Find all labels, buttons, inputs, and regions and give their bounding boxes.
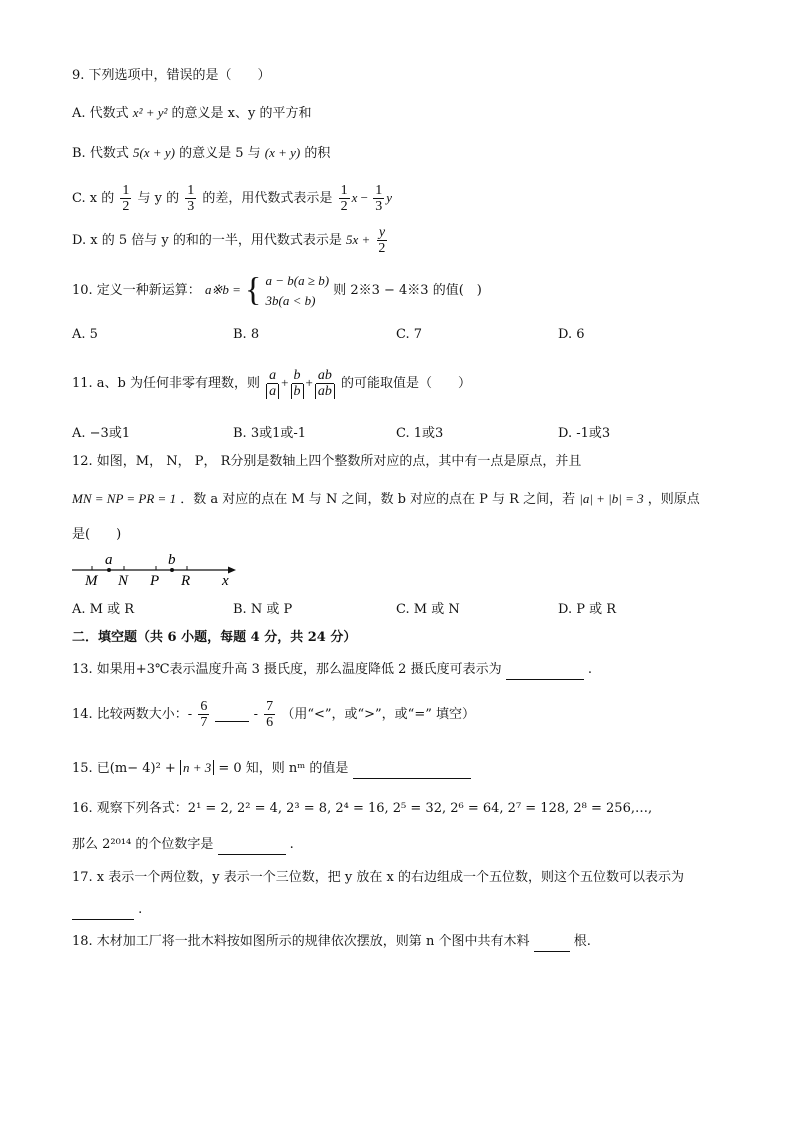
q16-line2-end: . <box>289 837 294 852</box>
label-n: N <box>118 573 129 589</box>
q16-line-1: 16. 观察下列各式：2¹ = 2, 2² = 4, 2³ = 8, 2⁴ = 16, 2⁵ = 32, 2⁶ = 64, 2⁷ = 128, 2⁸ = 256,…, <box>72 801 653 816</box>
q15-abs: n + 3 <box>180 760 214 775</box>
q9-option-c: C. x 的 $\frac{1}{2}$ 与 y 的 $\frac{1}{3}$ 的差，用代数式表示是 $\frac{1}{2}$ x − $\frac{1}{3}$ y <box>72 183 392 214</box>
frac-denominator: 3 <box>375 199 383 214</box>
frac-denominator: 2 <box>122 199 130 214</box>
q9-c-frac-third-2 <box>373 183 384 214</box>
q11-option-c: C. 1或3 <box>396 426 444 441</box>
q10-case-1: a − b(a ≥ b) <box>265 272 330 288</box>
q10-stem <box>72 270 482 311</box>
q11-option-d: D. -1或3 <box>558 426 611 441</box>
q11-stem: 11. a、b 为任何非零有理数，则 $\frac{a}{a}$ + $\frac{b}{b}$ + $\frac{ab}{ab}$ 的可能取值是（ ） <box>72 368 471 399</box>
q9-c-mid3: 的差，用代数式表示是 <box>202 191 333 206</box>
q18-pre: 18. 木材加工厂将一批木料按如图所示的规律依次摆放，则第 n 个图中共有木料 <box>72 934 530 949</box>
q14-frac-2 <box>264 699 275 730</box>
q11-tail: 的可能取值是（ ） <box>340 376 471 391</box>
q9-c-frac-half <box>120 183 131 214</box>
q15 <box>72 758 471 779</box>
q17-line-2 <box>72 900 142 920</box>
q9-b-math2: (x + y) <box>264 145 301 160</box>
label-x: x <box>222 573 229 589</box>
q14 <box>72 693 475 737</box>
label-r: R <box>181 573 191 589</box>
q10-brace: { <box>245 271 262 309</box>
q14-tail: （用“<”，或“>”，或“=” 填空） <box>281 707 475 722</box>
q12-number-line <box>70 550 240 590</box>
q9-c-frac-third <box>185 183 196 214</box>
q15-post: = 0 知，则 nᵐ 的值是 <box>218 761 349 776</box>
q9-option-b <box>72 143 330 164</box>
q18-end: 根. <box>573 934 591 949</box>
q9-b-post: 的意义是 5 与 <box>179 146 261 161</box>
frac-denominator: 7 <box>200 715 208 730</box>
q12-line2-abs: |a| + |b| = 3 <box>579 491 644 506</box>
q12-line-3: 是( ) <box>72 527 122 542</box>
q12-line2-text: ．数 a 对应的点在 M 与 N 之间，数 b 对应的点在 P 与 R 之间，若 <box>180 492 576 507</box>
frac-denominator: 2 <box>378 241 386 256</box>
frac-denominator: ab <box>315 384 335 399</box>
q12-option-c: C. M 或 N <box>396 602 460 617</box>
frac-numerator: y <box>378 225 386 240</box>
frac-numerator: 7 <box>266 699 274 714</box>
frac-numerator: 1 <box>340 183 348 198</box>
q9-d-text: D. x 的 5 倍与 y 的和的一半，用代数式表示是 <box>72 233 342 248</box>
q12-line-1: 12. 如图，M， N， P， R分别是数轴上四个整数所对应的点，其中有一点是原点，并且 <box>72 454 582 469</box>
q16-line-2 <box>72 835 294 855</box>
frac-numerator: ab <box>317 368 332 383</box>
frac-numerator: 1 <box>375 183 383 198</box>
q10-option-b: B. 8 <box>233 327 260 342</box>
q11-frac-b <box>291 368 304 399</box>
q10-cases <box>265 271 329 311</box>
q16-answer-blank[interactable] <box>218 840 286 855</box>
q15-pre: 15. 已(m− 4)² + <box>72 761 176 776</box>
frac-numerator: a <box>269 368 277 383</box>
q12-line2-end: ，则原点 <box>647 492 700 507</box>
q12-line-2 <box>72 489 700 510</box>
q12-line2-math: MN = NP = PR = 1 <box>72 491 177 506</box>
q9-b-end: 的积 <box>304 146 331 161</box>
q13-pre: 13. 如果用+3℃表示温度升高 3 摄氏度，那么温度降低 2 摄氏度可表示为 <box>72 662 502 677</box>
q9-b-pre: B. 代数式 <box>72 146 129 161</box>
q12-option-a: A. M 或 R <box>72 602 135 617</box>
q9-d-frac <box>376 225 387 256</box>
q17-answer-blank[interactable] <box>72 905 134 920</box>
q14-pre: 14. 比较两数大小：- <box>72 707 193 722</box>
q10-option-a: A. 5 <box>72 327 98 342</box>
q14-frac-1 <box>198 699 209 730</box>
point-a <box>107 568 111 572</box>
frac-denominator: b <box>291 384 304 399</box>
q11-option-b: B. 3或1或-1 <box>233 426 307 441</box>
frac-numerator: 1 <box>122 183 130 198</box>
q9-a-post: 的意义是 x、y 的平方和 <box>171 106 312 121</box>
q12-option-d: D. P 或 R <box>558 602 617 617</box>
q10-stem-text: 10. 定义一种新运算： <box>72 283 201 298</box>
q14-answer-blank[interactable] <box>215 707 249 722</box>
q11-frac-ab <box>315 368 335 399</box>
frac-numerator: b <box>293 368 301 383</box>
q13-answer-blank[interactable] <box>506 665 584 680</box>
q10-op: a※b = <box>204 282 241 297</box>
q9-a-math: x² + y² <box>132 105 168 120</box>
q9-option-a <box>72 103 312 124</box>
q14-mid: - <box>253 707 259 722</box>
frac-numerator: 6 <box>200 699 208 714</box>
section-fill-blank-heading: 二．填空题（共 6 小题，每题 4 分，共 24 分） <box>72 630 357 645</box>
mark-b: b <box>168 552 176 568</box>
q10-option-d: D. 6 <box>558 327 585 342</box>
mark-a: a <box>105 552 113 568</box>
q9-d-math: 5x + <box>345 232 371 247</box>
q18-answer-blank[interactable] <box>534 937 570 952</box>
q10-option-c: C. 7 <box>396 327 423 342</box>
label-p: P <box>150 573 160 589</box>
q12-option-b: B. N 或 P <box>233 602 293 617</box>
frac-denominator: 2 <box>340 199 348 214</box>
frac-denominator: 6 <box>266 715 274 730</box>
q11-frac-a <box>266 368 279 399</box>
q10-case-2: 3b(a < b) <box>265 292 316 308</box>
frac-numerator: 1 <box>187 183 195 198</box>
q16-line2-pre: 那么 2²⁰¹⁴ 的个位数字是 <box>72 837 214 852</box>
q9-c-frac-half-2 <box>339 183 350 214</box>
label-m: M <box>85 573 98 589</box>
q15-answer-blank[interactable] <box>353 764 471 779</box>
frac-denominator: a <box>266 384 279 399</box>
frac-denominator: 3 <box>187 199 195 214</box>
q17-line2-end: . <box>138 902 143 917</box>
q13 <box>72 660 592 680</box>
axis-arrow-icon <box>228 567 236 574</box>
point-b <box>170 568 174 572</box>
q11-option-a: A. −3或1 <box>72 426 131 441</box>
q9-option-d <box>72 222 389 259</box>
q9-b-math: 5(x + y) <box>132 145 175 160</box>
q13-end: . <box>587 662 593 677</box>
q9-c-pre: C. x 的 <box>72 191 115 206</box>
q9-stem: 9. 下列选项中，错误的是（ ） <box>72 68 271 83</box>
q18 <box>72 932 591 952</box>
q10-tail: 则 2※3 − 4※3 的值( ) <box>333 283 482 298</box>
q9-c-mid1: 与 <box>137 191 151 206</box>
q9-a-pre: A. 代数式 <box>72 106 129 121</box>
q11-stem-text: 11. a、b 为任何非零有理数，则 <box>72 376 261 391</box>
q9-c-mid2: y 的 <box>154 191 180 206</box>
q17-line-1: 17. x 表示一个两位数，y 表示一个三位数，把 y 放在 x 的右边组成一个五位数，则这个五位数可以表示为 <box>72 870 684 885</box>
